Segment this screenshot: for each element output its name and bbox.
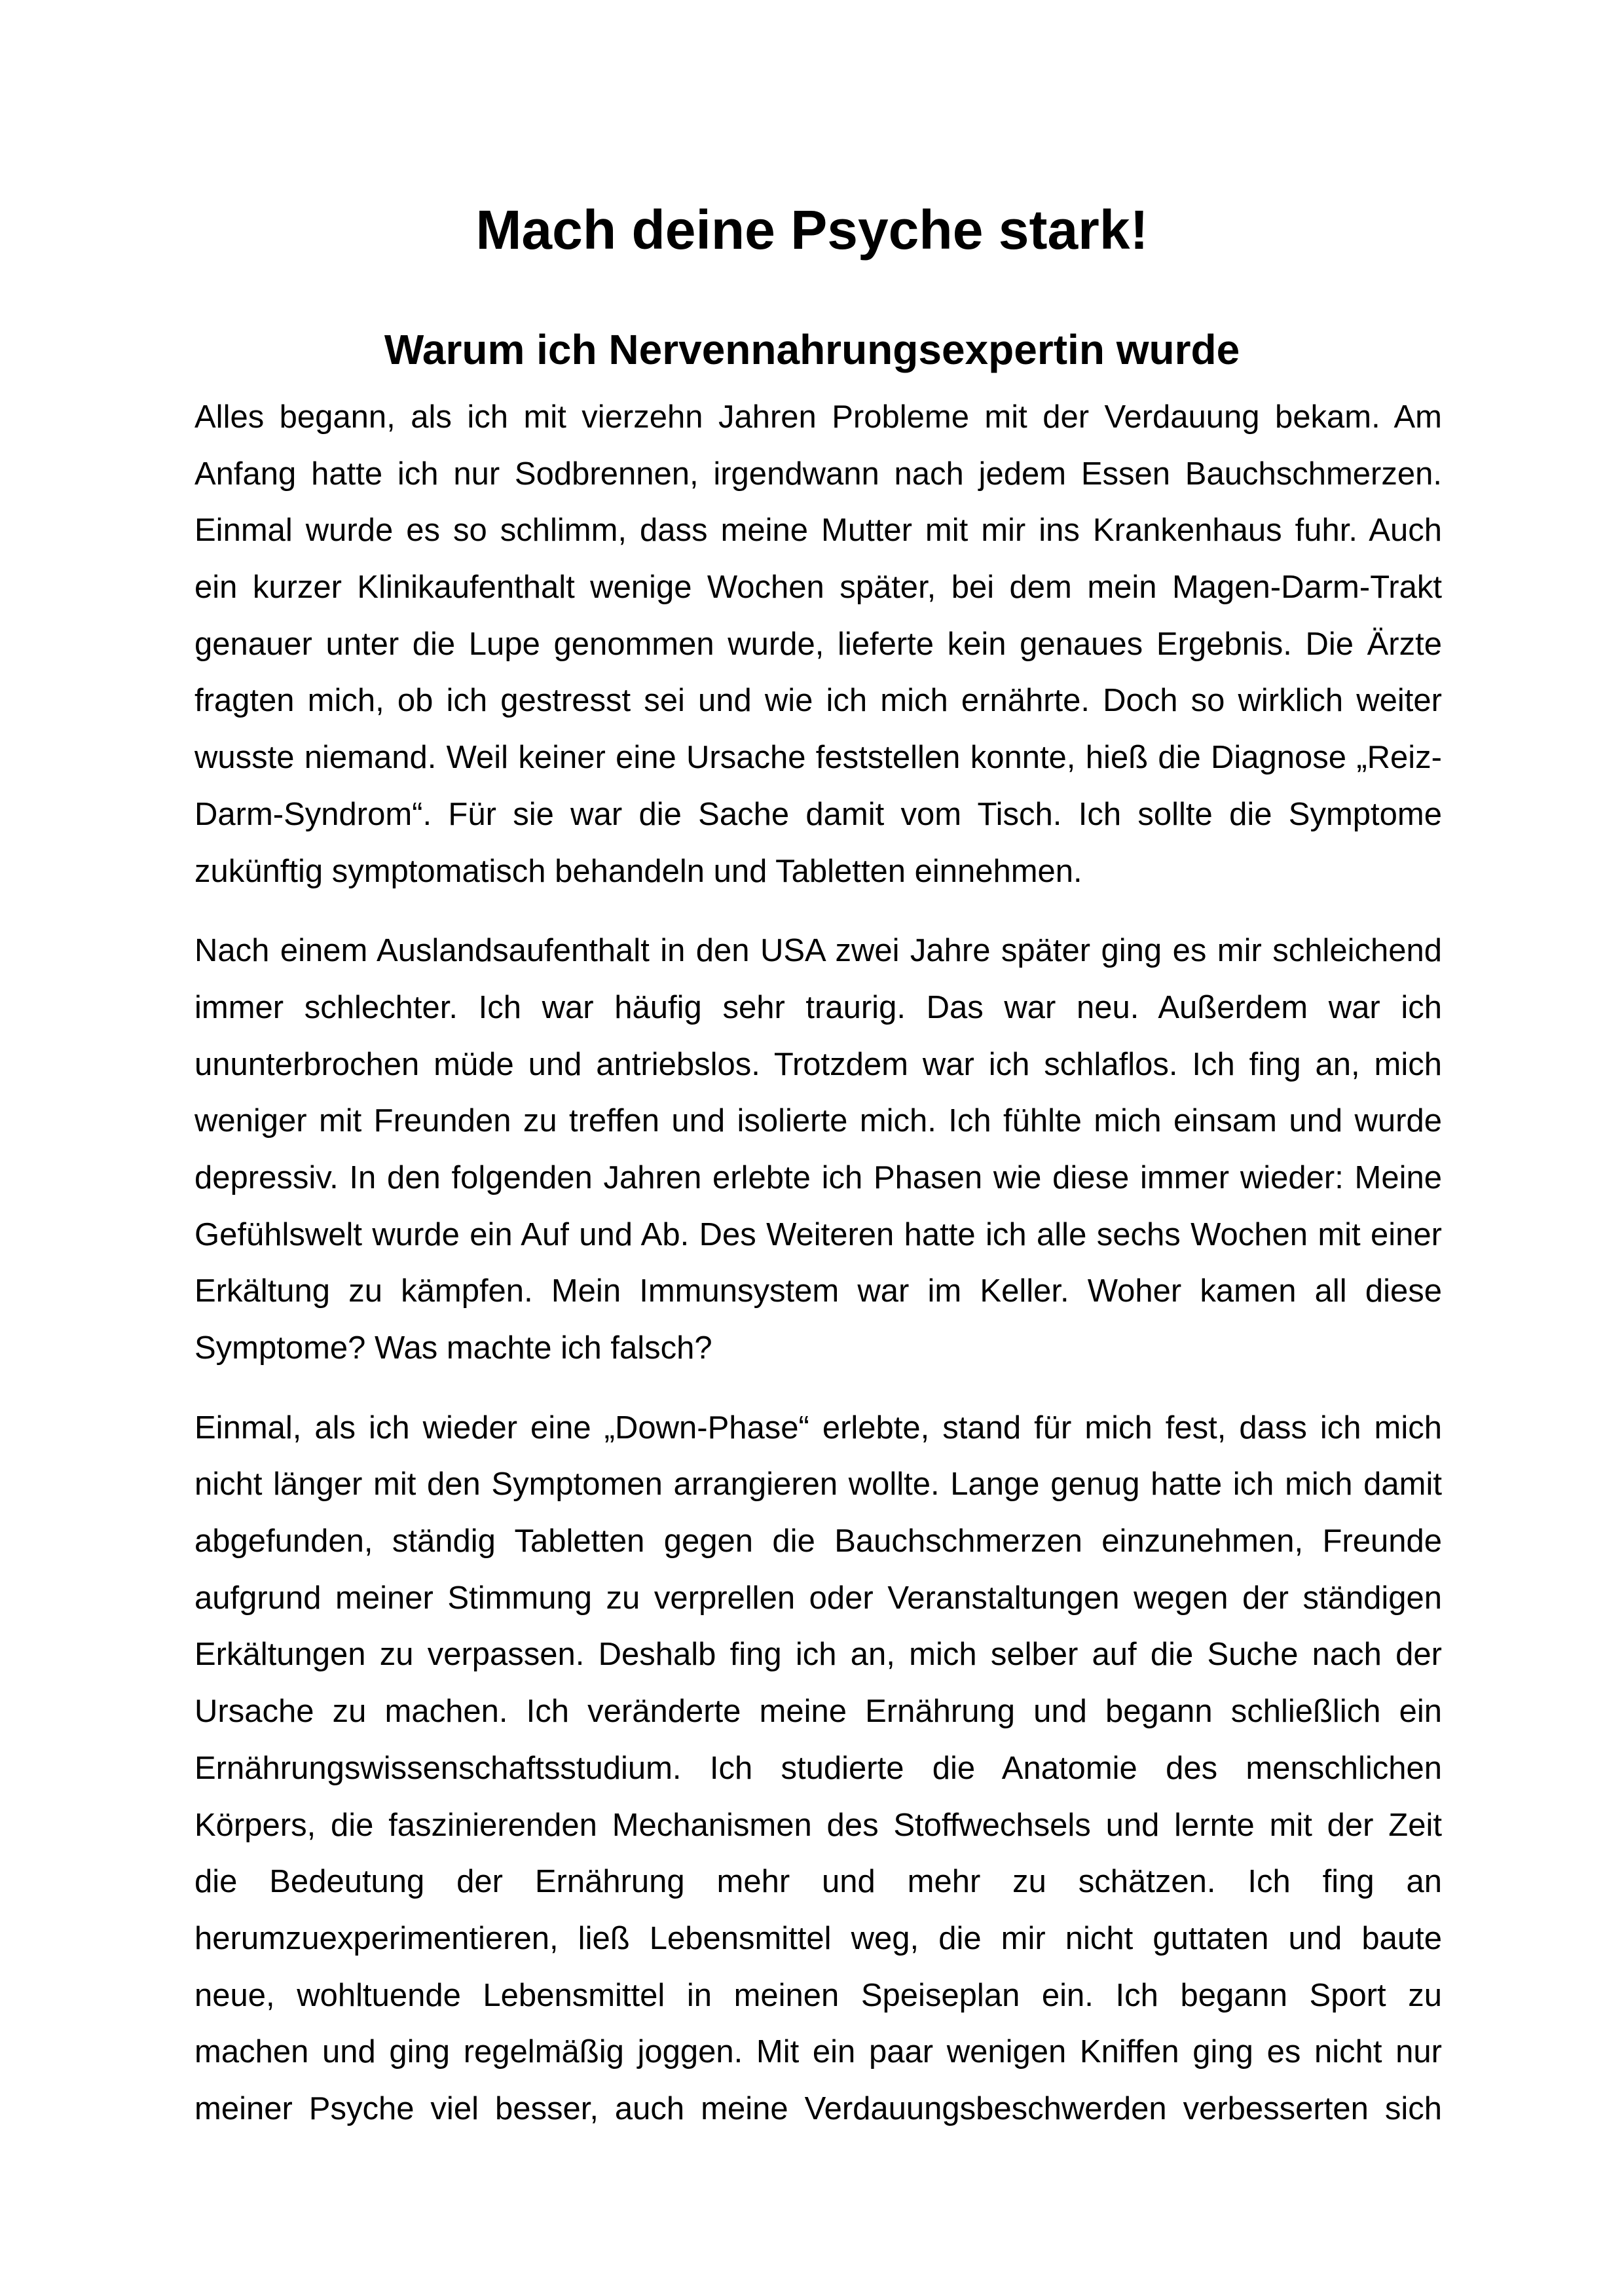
text-line: nicht länger mit den Symptomen arrangieren wollte. Lange genug hatte ich mich damit xyxy=(194,1467,1442,1503)
page-title: Mach deine Psyche stark! xyxy=(475,199,1149,261)
paragraph-2 xyxy=(194,922,1442,1377)
text-line: wusste niemand. Weil keiner eine Ursache feststellen konnte, hieß die Diagnose „Reiz- xyxy=(194,740,1442,776)
text-line: genauer unter die Lupe genommen wurde, lieferte kein genaues Ergebnis. Die Ärzte xyxy=(194,626,1442,662)
text-line: Darm-Syndrom“. Für sie war die Sache damit vom Tisch. Ich sollte die Symptome xyxy=(194,796,1442,832)
text-line: Erkältungen zu verpassen. Deshalb fing ich an, mich selber auf die Suche nach der xyxy=(194,1637,1442,1673)
text-line: herumzuexperimentieren, ließ Lebensmittel weg, die mir nicht guttaten und baute xyxy=(194,1920,1442,1956)
text-line: ein kurzer Klinikaufenthalt wenige Wochen später, bei dem mein Magen-Darm-Trakt xyxy=(194,570,1442,606)
text-line: meiner Psyche viel besser, auch meine Verdauungsbeschwerden verbesserten sich xyxy=(194,2090,1442,2126)
text-line: Ursache zu machen. Ich veränderte meine Ernährung und begann schließlich ein xyxy=(194,1694,1442,1730)
text-line: Symptome? Was machte ich falsch? xyxy=(194,1330,712,1366)
text-line: Nach einem Auslandsaufenthalt in den USA zwei Jahre später ging es mir schleichend xyxy=(194,933,1442,969)
text-line: zukünftig symptomatisch behandeln und Tabletten einnehmen. xyxy=(194,853,1082,889)
text-line: Erkältung zu kämpfen. Mein Immunsystem war im Keller. Woher kamen all diese xyxy=(194,1273,1442,1309)
text-line: Anfang hatte ich nur Sodbrennen, irgendwann nach jedem Essen Bauchschmerzen. xyxy=(194,456,1442,492)
text-line: depressiv. In den folgenden Jahren erlebte ich Phasen wie diese immer wieder: Meine xyxy=(194,1159,1442,1195)
body-text xyxy=(194,389,1442,2160)
paragraph-3 xyxy=(194,1400,1442,2138)
text-line: neue, wohltuende Lebensmittel in meinen Speiseplan ein. Ich begann Sport zu xyxy=(194,1977,1442,2013)
text-line: Einmal, als ich wieder eine „Down-Phase“ erlebte, stand für mich fest, dass ich mich xyxy=(194,1410,1442,1446)
text-line: Gefühlswelt wurde ein Auf und Ab. Des Weiteren hatte ich alle sechs Wochen mit einer xyxy=(194,1216,1442,1252)
text-line: fragten mich, ob ich gestresst sei und wie ich mich ernährte. Doch so wirklich weiter xyxy=(194,683,1442,719)
text-line: Körpers, die faszinierenden Mechanismen des Stoffwechsels und lernte mit der Zeit xyxy=(194,1807,1442,1843)
text-line: aufgrund meiner Stimmung zu verprellen oder Veranstaltungen wegen der ständigen xyxy=(194,1580,1442,1616)
text-line: Einmal wurde es so schlimm, dass meine Mutter mit mir ins Krankenhaus fuhr. Auch xyxy=(194,513,1442,549)
text-line: immer schlechter. Ich war häufig sehr traurig. Das war neu. Außerdem war ich xyxy=(194,989,1442,1025)
text-line: abgefunden, ständig Tabletten gegen die Bauchschmerzen einzunehmen, Freunde xyxy=(194,1523,1442,1559)
text-line: ununterbrochen müde und antriebslos. Trotzdem war ich schlaflos. Ich fing an, mich xyxy=(194,1046,1442,1082)
text-line: Ernährungswissenschaftsstudium. Ich studierte die Anatomie des menschlichen xyxy=(194,1750,1442,1786)
text-line: machen und ging regelmäßig joggen. Mit ein paar wenigen Kniffen ging es nicht nur xyxy=(194,2034,1442,2070)
text-line: Alles begann, als ich mit vierzehn Jahren Probleme mit der Verdauung bekam. Am xyxy=(194,399,1442,435)
section-heading: Warum ich Nervennahrungsexpertin wurde xyxy=(384,326,1240,373)
paragraph-1 xyxy=(194,389,1442,900)
text-line: weniger mit Freunden zu treffen und isolierte mich. Ich fühlte mich einsam und wurde xyxy=(194,1103,1442,1139)
text-line: die Bedeutung der Ernährung mehr und mehr zu schätzen. Ich fing an xyxy=(194,1864,1442,1900)
